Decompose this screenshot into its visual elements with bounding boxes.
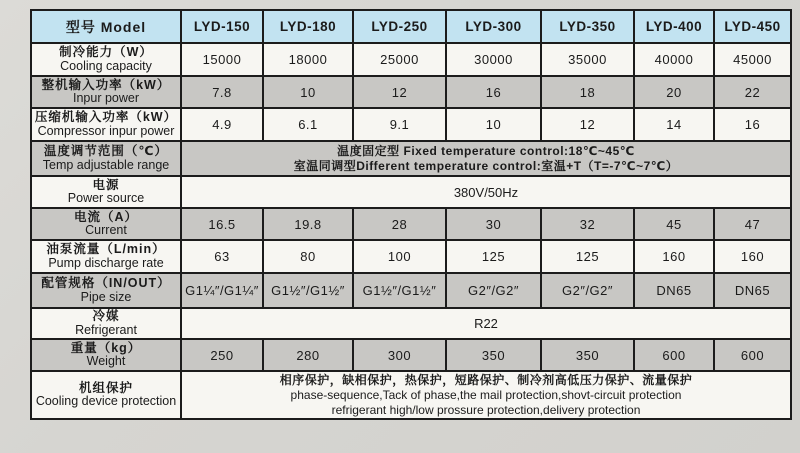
value-cell: 160 xyxy=(714,240,791,273)
temp-range-line-2: 室温同调型Different temperature control:室温+T（T=-7℃~7℃） xyxy=(293,158,679,173)
table-row-current xyxy=(31,208,791,240)
row-label-en: Power source xyxy=(67,191,145,206)
value-cell: 16 xyxy=(446,76,541,108)
table-row-temp-range xyxy=(31,141,791,176)
value-cell: 16.5 xyxy=(181,208,263,240)
value-cell: 250 xyxy=(181,339,263,371)
row-label-cn: 电流（A） xyxy=(73,209,139,224)
value-cell: 10 xyxy=(446,108,541,141)
row-label-en: Pump discharge rate xyxy=(48,255,164,270)
row-label-en: Current xyxy=(85,223,127,238)
table-row-refrigerant xyxy=(31,308,791,339)
table-row-power-source xyxy=(31,176,791,208)
value-cell: 30000 xyxy=(446,43,541,76)
table-row-pipe-size xyxy=(31,273,791,308)
row-label-en: Cooling device protection xyxy=(35,394,177,409)
table-header-row xyxy=(31,10,791,43)
value-cell: 32 xyxy=(541,208,634,240)
protection-line-cn: 相序保护，缺相保护，热保护，短路保护、制冷剂高低压力保护、流量保护 xyxy=(279,372,693,387)
value-cell: 63 xyxy=(181,240,263,273)
span-value-cell: R22 xyxy=(181,308,791,339)
value-cell: 100 xyxy=(353,240,446,273)
model-column-header: LYD-250 xyxy=(353,10,446,43)
value-cell: 14 xyxy=(634,108,714,141)
value-cell: 125 xyxy=(541,240,634,273)
span-value-cell: 380V/50Hz xyxy=(181,176,791,208)
span-value-cell xyxy=(181,371,791,419)
value-cell: G2″/G2″ xyxy=(541,273,634,308)
value-cell: 9.1 xyxy=(353,108,446,141)
value-cell: 600 xyxy=(634,339,714,371)
table-row-protection xyxy=(31,371,791,419)
row-label xyxy=(31,240,181,273)
value-cell: 47 xyxy=(714,208,791,240)
table-row-input-power xyxy=(31,76,791,108)
value-cell: DN65 xyxy=(714,273,791,308)
row-label-en: Temp adjustable range xyxy=(42,157,170,172)
value-cell: 350 xyxy=(541,339,634,371)
value-cell: G1½″/G1½″ xyxy=(353,273,446,308)
value-cell: 20 xyxy=(634,76,714,108)
value-cell: 600 xyxy=(714,339,791,371)
row-label-en: Compressor inpur power xyxy=(37,123,175,138)
model-column-header: LYD-350 xyxy=(541,10,634,43)
value-cell: 18000 xyxy=(263,43,353,76)
value-cell: G1¼″/G1¼″ xyxy=(181,273,263,308)
value-cell: 280 xyxy=(263,339,353,371)
row-label-cn: 油泵流量（L/min） xyxy=(46,242,166,257)
model-column-header: LYD-450 xyxy=(714,10,791,43)
value-cell: 350 xyxy=(446,339,541,371)
row-label xyxy=(31,76,181,108)
value-cell: 80 xyxy=(263,240,353,273)
row-label-cn: 电源 xyxy=(92,177,120,192)
value-cell: 12 xyxy=(541,108,634,141)
model-header-cell: 型号 Model xyxy=(31,10,181,43)
row-label xyxy=(31,308,181,339)
model-column-header: LYD-400 xyxy=(634,10,714,43)
value-cell: G2″/G2″ xyxy=(446,273,541,308)
row-label-en: Pipe size xyxy=(80,289,132,304)
table-row-weight xyxy=(31,339,791,371)
model-column-header: LYD-180 xyxy=(263,10,353,43)
row-label xyxy=(31,273,181,308)
value-cell: 12 xyxy=(353,76,446,108)
row-label-en: Cooling capacity xyxy=(60,58,152,73)
value-cell: 35000 xyxy=(541,43,634,76)
row-label-cn: 配管规格（IN/OUT） xyxy=(41,276,171,291)
row-label xyxy=(31,208,181,240)
value-cell: 25000 xyxy=(353,43,446,76)
row-label xyxy=(31,176,181,208)
value-cell: DN65 xyxy=(634,273,714,308)
value-cell: 45000 xyxy=(714,43,791,76)
value-cell: 4.9 xyxy=(181,108,263,141)
row-label xyxy=(31,371,181,419)
value-cell: 125 xyxy=(446,240,541,273)
row-label-cn: 压缩机输入功率（kW） xyxy=(34,110,178,125)
value-cell: 7.8 xyxy=(181,76,263,108)
spec-table xyxy=(30,9,792,420)
value-cell: G1½″/G1½″ xyxy=(263,273,353,308)
row-label-cn: 整机输入功率（kW） xyxy=(41,77,171,92)
row-label-cn: 制冷能力（W） xyxy=(59,45,153,60)
row-label-en: Inpur power xyxy=(72,91,139,106)
value-cell: 40000 xyxy=(634,43,714,76)
row-label xyxy=(31,108,181,141)
protection-line-en-1: phase-sequence,Tack of phase,the mail protection,shovt-circuit protection xyxy=(290,387,682,402)
row-label xyxy=(31,339,181,371)
table-row-pump-discharge xyxy=(31,240,791,273)
value-cell: 15000 xyxy=(181,43,263,76)
table-row-cooling-capacity xyxy=(31,43,791,76)
value-cell: 19.8 xyxy=(263,208,353,240)
value-cell: 30 xyxy=(446,208,541,240)
row-label-en: Weight xyxy=(86,354,126,369)
row-label-en: Refrigerant xyxy=(75,322,137,337)
value-cell: 45 xyxy=(634,208,714,240)
value-cell: 6.1 xyxy=(263,108,353,141)
value-cell: 18 xyxy=(541,76,634,108)
model-column-header: LYD-150 xyxy=(181,10,263,43)
table-row-compressor-power xyxy=(31,108,791,141)
row-label xyxy=(31,43,181,76)
value-cell: 16 xyxy=(714,108,791,141)
row-label xyxy=(31,141,181,176)
value-cell: 10 xyxy=(263,76,353,108)
temp-range-line-1: 温度固定型 Fixed temperature control:18℃~45℃ xyxy=(337,143,635,158)
span-value-cell xyxy=(181,141,791,176)
value-cell: 28 xyxy=(353,208,446,240)
model-column-header: LYD-300 xyxy=(446,10,541,43)
row-label-cn: 温度调节范围（℃） xyxy=(43,144,169,159)
value-cell: 300 xyxy=(353,339,446,371)
value-cell: 160 xyxy=(634,240,714,273)
protection-line-en-2: refrigerant high/low prossure protection,delivery protection xyxy=(331,402,641,417)
value-cell: 22 xyxy=(714,76,791,108)
row-label-cn: 冷媒 xyxy=(92,309,120,324)
row-label-cn: 机组保护 xyxy=(78,380,133,395)
row-label-cn: 重量（kg） xyxy=(70,340,142,355)
